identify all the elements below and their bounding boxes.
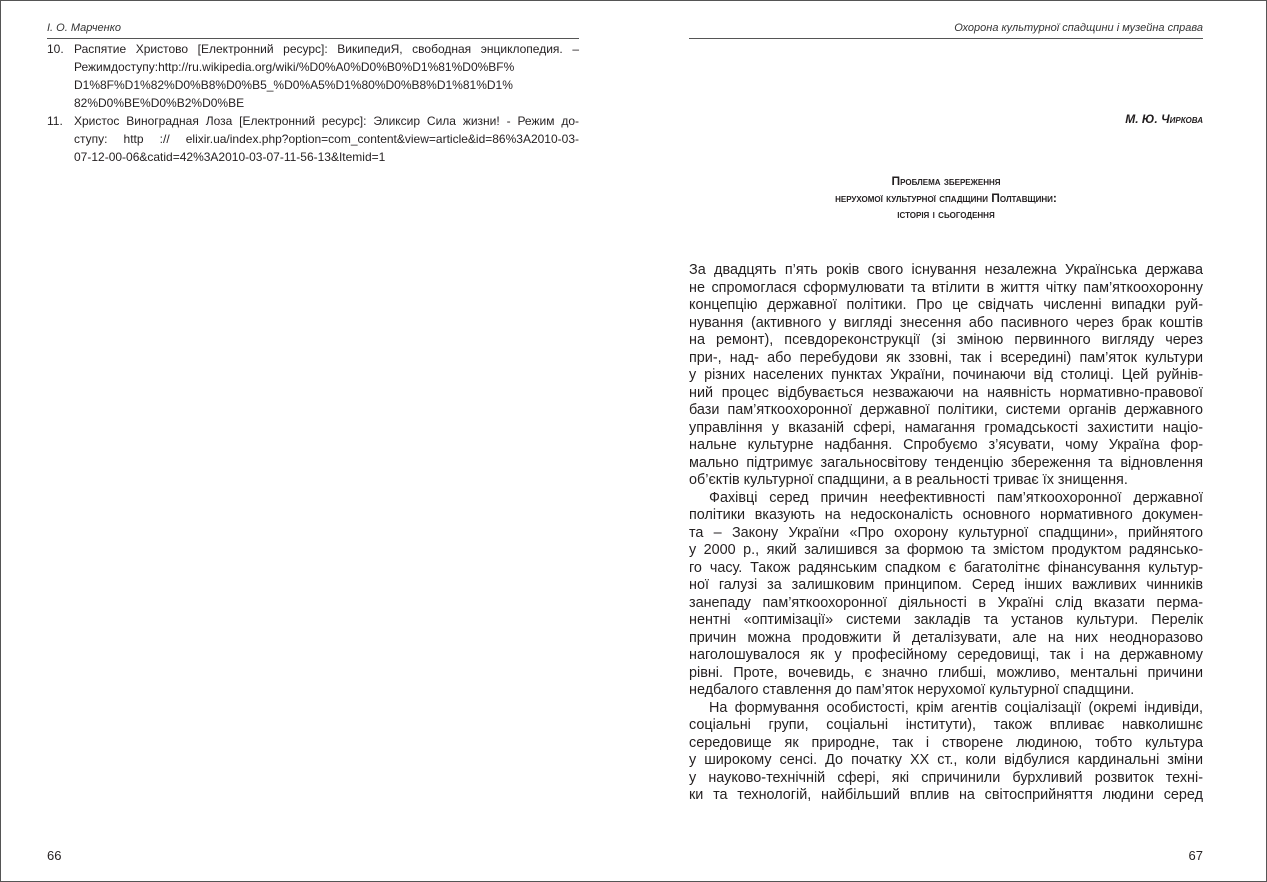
text-line: при-, над- або перебудови як ззовні, так і всередині) пам’яток культури bbox=[689, 349, 1203, 366]
text-line: та – Закону України «Про охорону культурної спадщини», прийнятого bbox=[689, 524, 1203, 541]
text-line: ки та технологій, найбільший вплив на світосприйняття людини серед bbox=[689, 787, 1203, 803]
text-line: об’єктів культурної спадщини, а в реальності триває їх знищення. bbox=[689, 472, 1128, 488]
right-running-head: Охорона культурної спадщини і музейна справа bbox=[954, 22, 1203, 34]
author-surname: Чиркова bbox=[1161, 112, 1203, 126]
text-line: За двадцять п’ять років свого існування незалежна Українська держава bbox=[689, 262, 1203, 278]
reference-text bbox=[74, 40, 579, 112]
left-running-head: І. О. Марченко bbox=[47, 22, 122, 34]
article-author bbox=[1125, 112, 1203, 126]
text-line: не спромоглася сформулювати та втілити в життя чітку пам’яткоохоронну bbox=[689, 279, 1203, 296]
reference-item bbox=[47, 112, 579, 166]
reference-line: D1%8F%D1%82%D0%B8%D0%B5_%D0%A5%D1%80%D0%B8%D1%81%D1% bbox=[74, 78, 513, 92]
right-page-number: 67 bbox=[1188, 848, 1203, 863]
text-line: у різних населених пунктах України, починаючи від столиці. Цей руйнів- bbox=[689, 367, 1203, 383]
reference-line: 07-12-00-06&catid=42%3A2010-03-07-11-56-13&Itemid=1 bbox=[74, 150, 386, 164]
paragraph bbox=[689, 262, 1203, 490]
text-line: рівні. Проте, вочевидь, є значно глибші, можливо, ментальні причини bbox=[689, 664, 1203, 681]
reference-line: Режимдоступу:http://ru.wikipedia.org/wiki/%D0%A0%D0%B0%D1%81%D0%BF% bbox=[74, 60, 515, 74]
right-header-rule bbox=[689, 38, 1203, 39]
text-line: середовище як природне, так і створене людиною, тобто культура bbox=[689, 734, 1203, 751]
text-line: на ремонт), псевдореконструкції (зі зміною первинного вигляду через bbox=[689, 332, 1203, 348]
text-line: соціальні групи, соціальні інститути), також впливає навколишнє bbox=[689, 717, 1203, 733]
text-line: мально підтримує загальносвітову тенденцію збереження та відновлення bbox=[689, 454, 1203, 471]
reference-list bbox=[47, 40, 579, 166]
text-line: у широкому сенсі. До початку XX ст., коли відбулися кардинальні зміни bbox=[689, 752, 1203, 768]
text-line: ний процес відбувається незважаючи на наявність нормативно-правової bbox=[689, 384, 1203, 401]
text-line: у науково-технічній сфері, які спричинили бурхливий розвиток техні- bbox=[689, 769, 1203, 786]
author-initials: М. Ю. bbox=[1125, 112, 1158, 126]
text-line: бази пам’яткоохоронної державної політики, системи органів державного bbox=[689, 402, 1203, 418]
paragraph bbox=[689, 490, 1203, 700]
text-line: На формування особистості, крім агентів соціалізації (окремі індивіди, bbox=[709, 699, 1203, 716]
text-line: концепцію державної політики. Про це свідчать численні випадки руй- bbox=[689, 297, 1203, 313]
reference-item bbox=[47, 40, 579, 112]
reference-line: ступу: http :// elixir.ua/index.php?option=com_content&view=article&id=86%3A2010-03- bbox=[74, 132, 579, 146]
reference-line: Христос Виноградная Лоза [Електронний ресурс]: Эликсир Сила жизни! - Режим до- bbox=[74, 114, 579, 128]
text-line: нентні «оптимізації» системи закладів та установ культури. Перелік bbox=[689, 612, 1203, 628]
text-line: політики вказують на недосконалість основного нормативного докумен- bbox=[689, 507, 1203, 523]
left-header-rule bbox=[47, 38, 579, 39]
reference-number: 10. bbox=[47, 42, 64, 56]
title-line: Проблема збереження bbox=[891, 174, 1001, 188]
reference-line: Распятие Христово [Електронний ресурс]: ВикипедиЯ, свободная энциклопедия. – bbox=[74, 42, 579, 56]
text-line: нальне культурне надбання. Спробуємо з’ясувати, чому Україна фор- bbox=[689, 437, 1203, 453]
text-line: ної галузі за залишковим принципом. Серед інших важливих чинників bbox=[689, 577, 1203, 593]
text-line: го часу. Також радянським спадком є багатолітнє фінансування культур- bbox=[689, 559, 1203, 576]
text-line: недбалого ставлення до пам’яток нерухомої культурної спадщини. bbox=[689, 682, 1135, 698]
text-line: управління у вказаній сфері, намагання громадськості захистити націо- bbox=[689, 419, 1203, 436]
left-page-number: 66 bbox=[47, 848, 62, 863]
paragraph bbox=[689, 700, 1203, 805]
title-line: нерухомої культурної спадщини Полтавщини: bbox=[835, 190, 1057, 205]
text-line: занепаду пам’яткоохоронної діяльності в Україні слід вказати перма- bbox=[689, 594, 1203, 611]
text-line: наголошувалося як у професійному середовищі, так і на державному bbox=[689, 647, 1203, 663]
article-body bbox=[689, 262, 1203, 805]
reference-line: 82%D0%BE%D0%B2%D0%BE bbox=[74, 96, 245, 110]
text-line: нування (активного у вигляді знесення або пасивного через брак коштів bbox=[689, 314, 1203, 331]
text-line: Фахівці серед причин неефективності пам’яткоохоронної державної bbox=[709, 489, 1203, 506]
text-line: причин можна продовжити й деталізувати, але на них неодноразово bbox=[689, 629, 1203, 646]
title-line: історія і сьогодення bbox=[897, 207, 995, 221]
reference-number: 11. bbox=[47, 114, 63, 128]
text-line: у 2000 р., який залишився за формою та змістом продуктом радянсько- bbox=[689, 542, 1203, 558]
reference-text bbox=[74, 112, 579, 166]
article-title bbox=[689, 173, 1203, 223]
